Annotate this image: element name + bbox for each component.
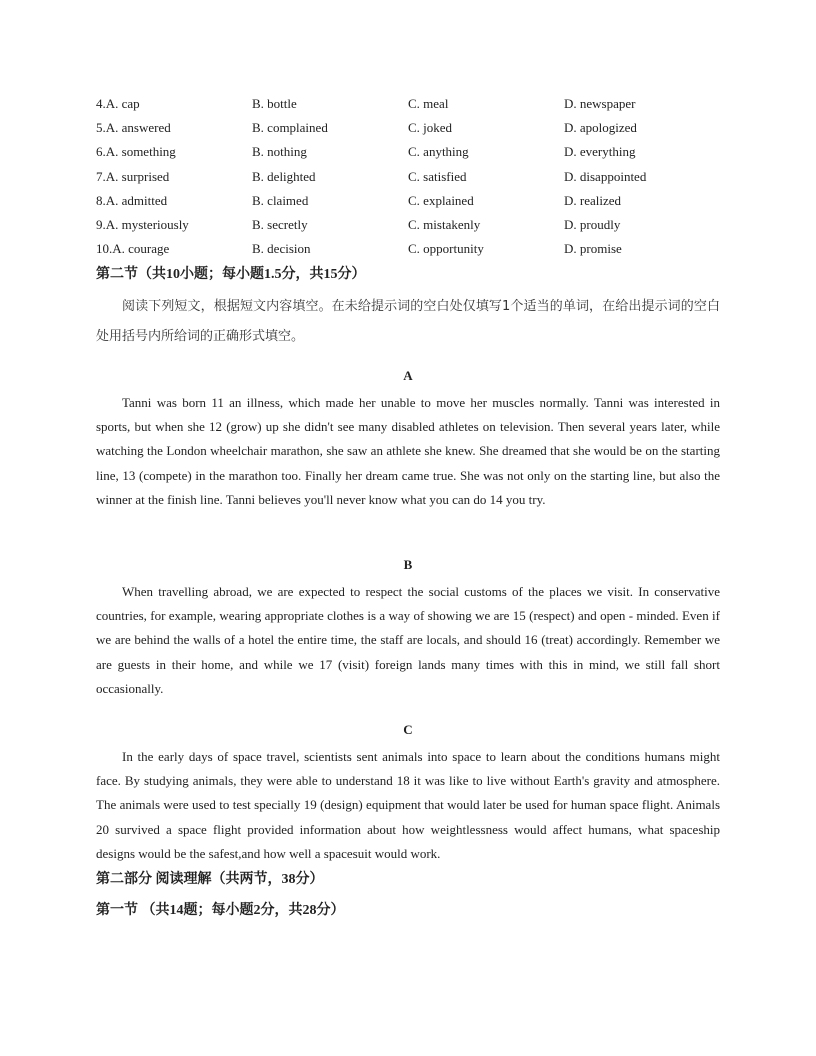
question-options-row <box>96 140 736 164</box>
question-options-row <box>96 189 736 213</box>
question-options-row <box>96 116 736 140</box>
option-choice: C. meal <box>408 96 449 111</box>
part2-heading: 第二部分 阅读理解（共两节，38分） <box>96 872 324 887</box>
option-choice: D. promise <box>564 241 622 257</box>
option-choice: 4.A. cap <box>96 96 140 111</box>
passage-c-text: In the early days of space travel, scientists sent animals into space to learn about the conditions humans might face. By studying animals, they were able to understand 18 it was like to live without Earth's gravity and atmosphere. The animals were used to test specially 19 (design) equipment that would later be used for human space flight. Animals 20 survived a space flight provided information about how weightlessness would affect humans, what spaceship designs would be the safest,and how well a spacesuit would work. <box>96 749 720 861</box>
option-choice: 10.A. courage <box>96 241 170 257</box>
option-choice: 7.A. surprised <box>96 168 170 184</box>
option-choice: 8.A. admitted <box>96 192 168 208</box>
passage-a-title: A <box>403 368 413 383</box>
option-choice: B. decision <box>252 241 311 257</box>
option-choice: C. opportunity <box>408 241 484 257</box>
option-choice: B. secretly <box>252 217 308 232</box>
option-choice: D. proudly <box>564 217 621 232</box>
passage-c-title: C <box>403 722 413 737</box>
part2-section1-heading: 第一节 （共14题；每小题2分，共28分） <box>96 903 345 918</box>
option-choice: D. disappointed <box>564 168 647 184</box>
option-choice: B. delighted <box>252 168 316 184</box>
section2-instructions: 阅读下列短文，根据短文内容填空。在未给提示词的空白处仅填写1个适当的单词，在给出提示词的空白处用括号内所给词的正确形式填空。 <box>96 299 720 344</box>
option-choice: 5.A. answered <box>96 120 171 136</box>
question-options-row <box>96 165 736 189</box>
option-choice: B. complained <box>252 120 328 136</box>
option-choice: C. mistakenly <box>408 217 481 232</box>
passage-b-title: B <box>403 557 413 572</box>
question-options-row <box>96 213 736 237</box>
option-choice: C. explained <box>408 192 474 208</box>
question-options-row <box>96 92 736 116</box>
section2-heading: 第二节（共10小题；每小题1.5分，共15分） <box>96 267 366 282</box>
option-choice: 9.A. mysteriously <box>96 217 189 232</box>
option-choice: B. claimed <box>252 192 309 208</box>
option-choice: D. apologized <box>564 120 637 136</box>
option-choice: C. joked <box>408 120 453 136</box>
passage-b-text: When travelling abroad, we are expected to respect the social customs of the places we visit. In conservative countries, for example, wearing appropriate clothes is a way of showing we are 15 (respect) and open - minded. Even if we are behind the walls of a hotel the entire time, the staff are locals, and should 16 (treat) accordingly. Remember we are guests in their home, and while we 17 (visit) foreign lands many times with this in mind, we still fall short occasionally. <box>96 584 720 696</box>
option-choice: D. realized <box>564 192 622 208</box>
passage-a-text: Tanni was born 11 an illness, which made her unable to move her muscles normally. Tanni was interested in sports, but when she 12 (grow) up she didn't see many disabled athletes on television. Then several years later, while watching the London wheelchair marathon, she saw an athlete she knew. She dreamed that she would be on the starting line, 13 (compete) in the marathon too. Finally her dream came true. She was not only on the starting line, but also the winner at the finish line. Tanni believes you'll never know what you can do 14 you try. <box>96 395 720 507</box>
option-choice: D. everything <box>564 144 636 160</box>
option-choice: 6.A. something <box>96 144 176 160</box>
option-choice: B. nothing <box>252 144 307 160</box>
option-choice: D. newspaper <box>564 96 636 111</box>
question-options-row <box>96 237 736 261</box>
option-choice: B. bottle <box>252 96 297 111</box>
option-choice: C. anything <box>408 144 469 160</box>
option-choice: C. satisfied <box>408 168 467 184</box>
